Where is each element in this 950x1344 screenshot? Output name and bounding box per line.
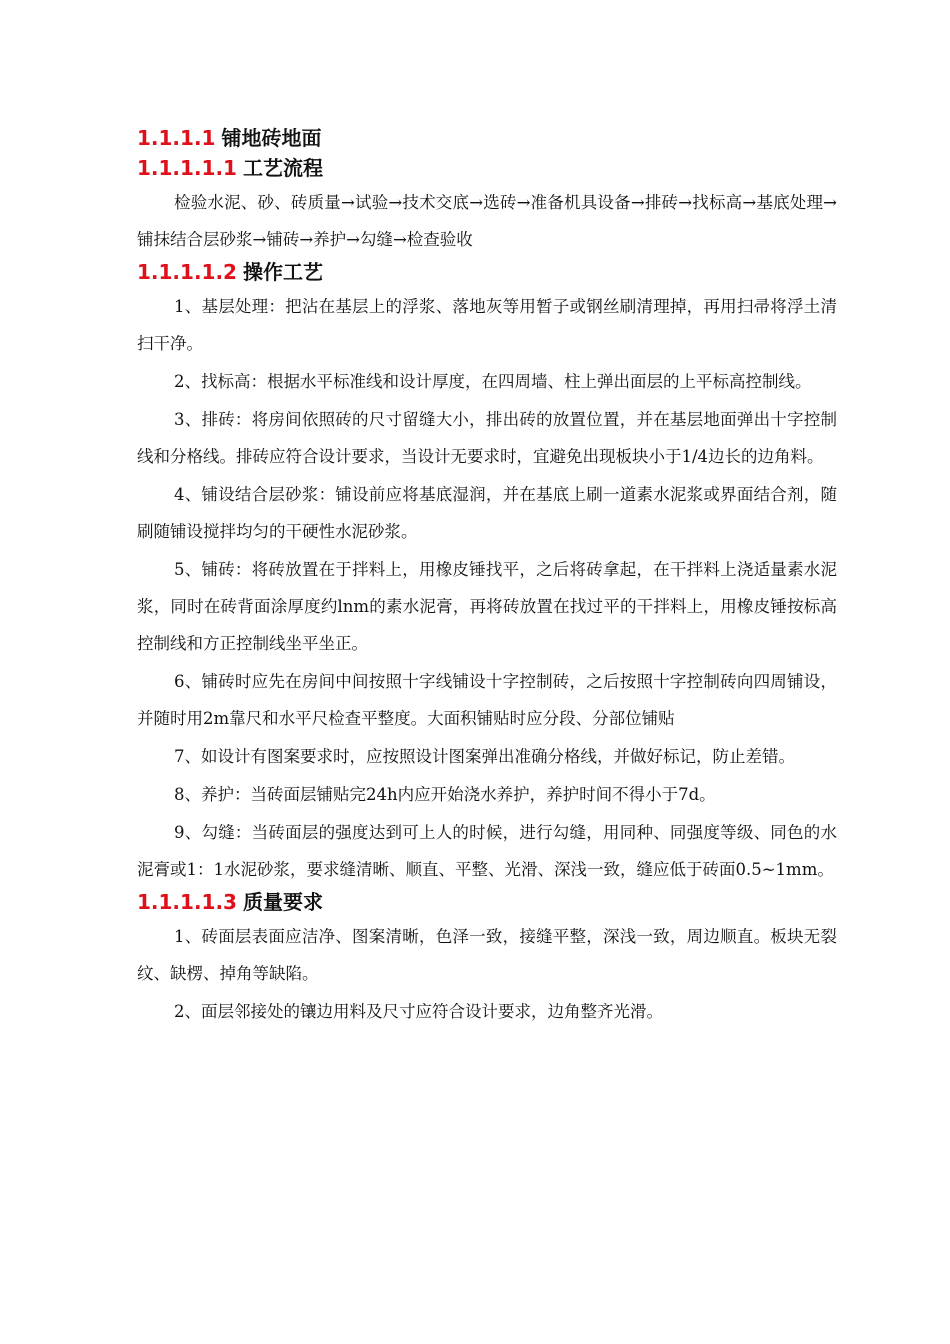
document-body [137, 122, 837, 1031]
paragraph: 9、勾缝：当砖面层的强度达到可上人的时候，进行勾缝，用同种、同强度等级、同色的水泥膏或1：1水泥砂浆，要求缝清晰、顺直、平整、光滑、深浅一致，缝应低于砖面0.5~1mm。 [137, 823, 837, 879]
subsection-number: 1.1.1.1.1 [137, 156, 237, 180]
paragraph: 5、铺砖：将砖放置在于拌料上，用橡皮锤找平，之后将砖拿起，在干拌料上浇适量素水泥浆，同时在砖背面涂厚度约lnm的素水泥膏，再将砖放置在找过平的干拌料上，用橡皮锤按标高控制线和方正控制线坐平坐正。 [137, 560, 837, 653]
paragraph: 2、找标高：根据水平标准线和设计厚度，在四周墙、柱上弹出面层的上平标高控制线。 [174, 372, 812, 391]
paragraph: 2、面层邻接处的镶边用料及尺寸应符合设计要求，边角整齐光滑。 [174, 1002, 663, 1021]
subsection-quality-requirements [137, 890, 837, 1030]
subsection-title: 工艺流程 [242, 156, 323, 180]
section-heading [137, 126, 837, 150]
paragraph: 4、铺设结合层砂浆：铺设前应将基底湿润，并在基底上刷一道素水泥浆或界面结合剂，随刷随铺设搅拌均匀的干硬性水泥砂浆。 [137, 485, 837, 541]
subsection-operation-process [137, 260, 837, 888]
paragraph: 1、砖面层表面应洁净、图案清晰，色泽一致，接缝平整，深浅一致，周边顺直。板块无裂纹、缺楞、掉角等缺陷。 [137, 927, 837, 983]
subsection-heading [137, 260, 837, 284]
subsection-heading [137, 890, 837, 914]
subsection-heading [137, 156, 837, 180]
section-title: 铺地砖地面 [221, 126, 322, 150]
paragraph: 检验水泥、砂、砖质量→试验→技术交底→选砖→准备机具设备→排砖→找标高→基底处理→铺抹结合层砂浆→铺砖→养护→勾缝→检查验收 [137, 193, 837, 249]
subsection-title: 质量要求 [242, 890, 323, 914]
subsection-title: 操作工艺 [242, 260, 323, 284]
paragraph: 7、如设计有图案要求时，应按照设计图案弹出准确分格线，并做好标记，防止差错。 [174, 747, 795, 766]
subsection-number: 1.1.1.1.3 [137, 890, 237, 914]
paragraph: 6、铺砖时应先在房间中间按照十字线铺设十字控制砖，之后按照十字控制砖向四周铺设，并随时用2m靠尺和水平尺检查平整度。大面积铺贴时应分段、分部位铺贴 [137, 672, 837, 728]
subsection-number: 1.1.1.1.2 [137, 260, 237, 284]
paragraph: 3、排砖：将房间依照砖的尺寸留缝大小，排出砖的放置位置，并在基层地面弹出十字控制线和分格线。排砖应符合设计要求，当设计无要求时，宜避免出现板块小于1/4边长的边角料。 [137, 410, 837, 466]
paragraph: 1、基层处理：把沾在基层上的浮浆、落地灰等用暂子或钢丝刷清理掉，再用扫帚将浮土清扫干净。 [137, 297, 837, 353]
paragraph: 8、养护：当砖面层铺贴完24h内应开始浇水养护，养护时间不得小于7d。 [174, 785, 716, 804]
section-number: 1.1.1.1 [137, 126, 216, 150]
subsection-process-flow [137, 156, 837, 258]
